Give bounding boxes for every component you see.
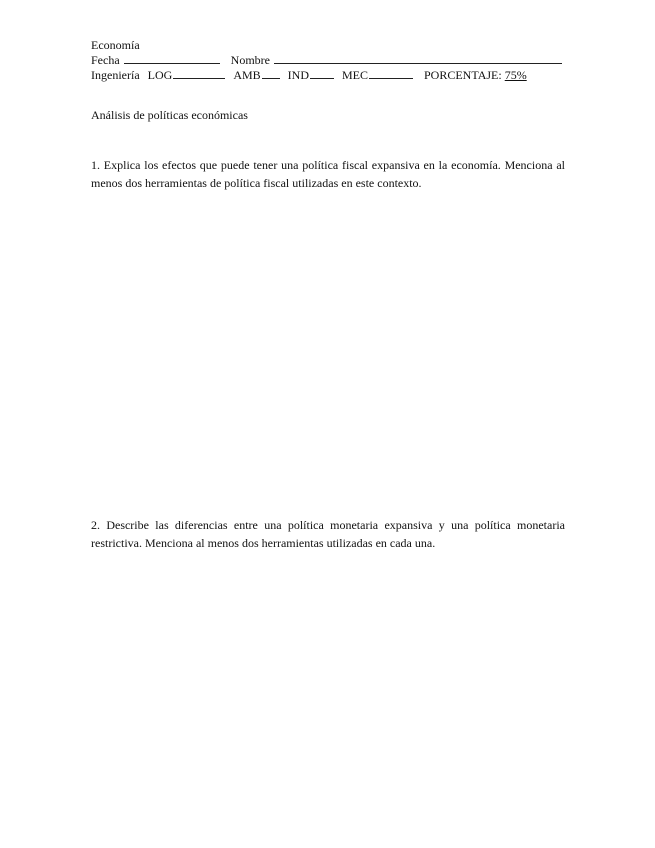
program-log-label: LOG bbox=[147, 68, 173, 82]
program-amb-label: AMB bbox=[233, 68, 261, 82]
nombre-label: Nombre bbox=[230, 53, 270, 67]
program-mec-field[interactable] bbox=[369, 68, 413, 79]
subject-heading: Economía bbox=[91, 38, 140, 52]
fecha-field[interactable] bbox=[124, 53, 220, 64]
ingenieria-label: Ingeniería bbox=[91, 68, 140, 82]
porcentaje-label: PORCENTAJE: bbox=[424, 68, 502, 82]
program-log-field[interactable] bbox=[173, 68, 225, 79]
porcentaje-value: 75% bbox=[504, 68, 527, 82]
section-title: Análisis de políticas económicas bbox=[91, 108, 248, 122]
nombre-field[interactable] bbox=[274, 53, 562, 64]
program-amb-field[interactable] bbox=[262, 68, 280, 79]
question-2: 2. Describe las diferencias entre una política monetaria expansiva y una política monetaria restrictiva. Menciona al menos dos herramientas utilizadas en cada una. bbox=[91, 518, 565, 550]
fecha-label: Fecha bbox=[91, 53, 120, 67]
question-1: 1. Explica los efectos que puede tener una política fiscal expansiva en la economía. Menciona al menos dos herramientas de política fiscal utilizadas en este contexto. bbox=[91, 158, 565, 190]
ingenieria-row bbox=[91, 68, 527, 82]
program-ind-field[interactable] bbox=[310, 68, 334, 79]
program-ind-label: IND bbox=[287, 68, 309, 82]
program-mec-label: MEC bbox=[341, 68, 368, 82]
fecha-nombre-row bbox=[91, 53, 564, 67]
